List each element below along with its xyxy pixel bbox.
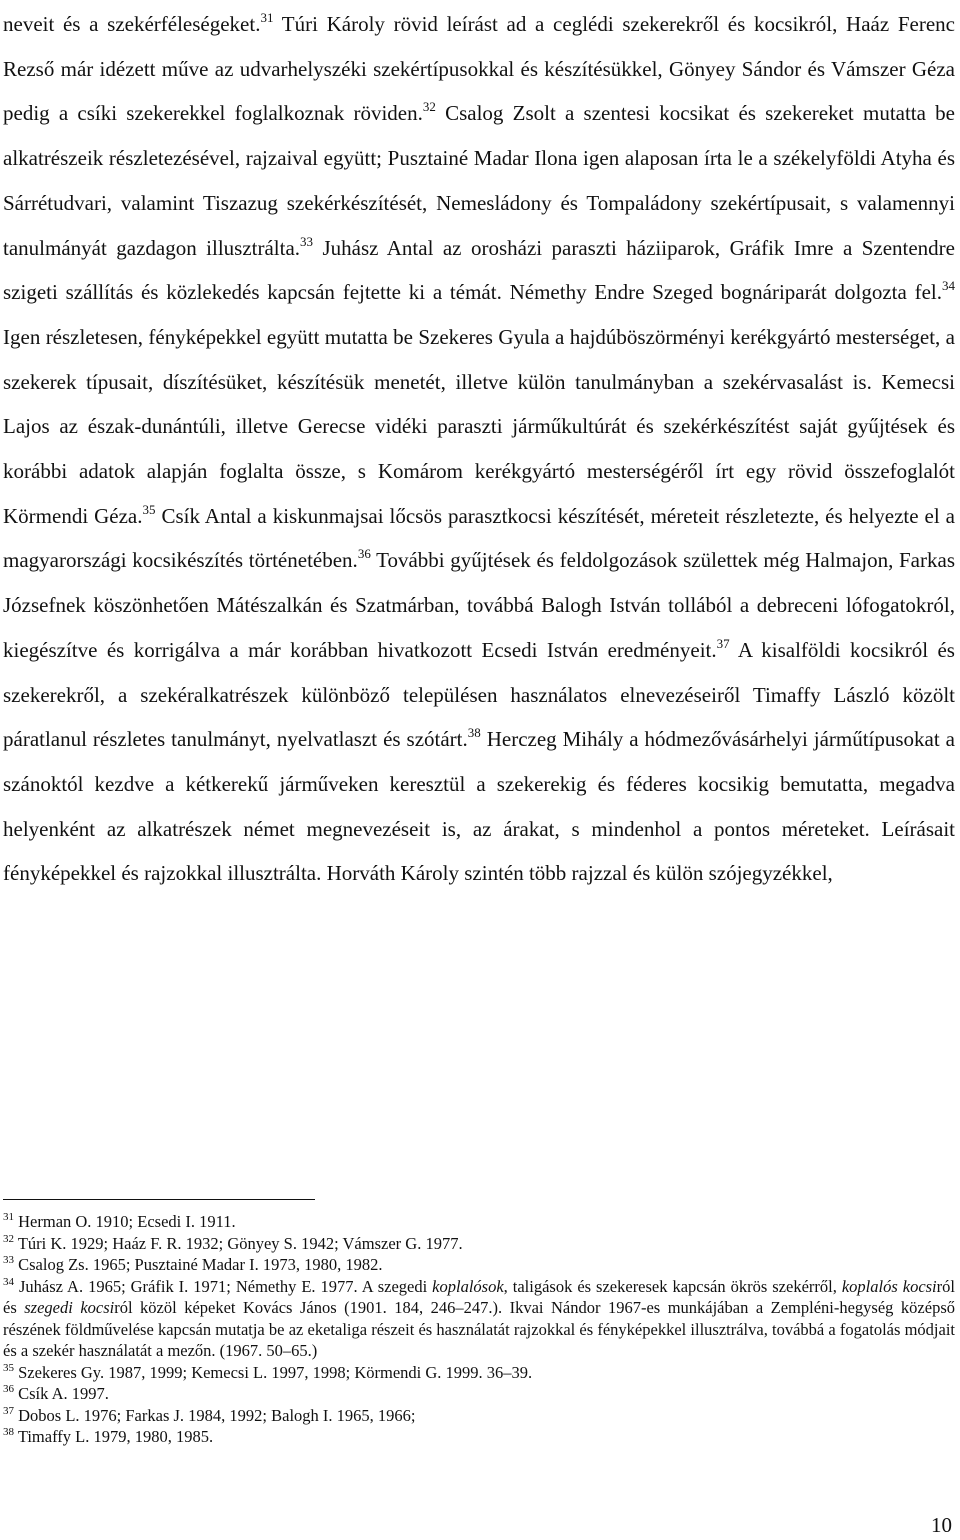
footnote-text: Timaffy L. 1979, 1980, 1985. — [14, 1427, 214, 1446]
italic-term: szegedi kocsi — [24, 1298, 115, 1317]
footnote-number: 32 — [3, 1232, 14, 1245]
footnote-number: 36 — [3, 1383, 14, 1395]
footnote-ref-33[interactable]: 33 — [300, 233, 314, 249]
footnote-number: 34 — [3, 1275, 14, 1288]
footnote-text: Csalog Zs. 1965; Pusztainé Madar I. 1973, 1980, 1982. — [14, 1255, 383, 1274]
footnote-ref-31[interactable]: 31 — [260, 10, 274, 25]
footnote-38 — [3, 1426, 955, 1448]
body-paragraph — [3, 2, 955, 896]
footnote-ref-37[interactable]: 37 — [716, 635, 730, 651]
footnote-number: 33 — [3, 1254, 14, 1266]
footnote-separator — [3, 1199, 315, 1200]
footnotes-section — [3, 1211, 955, 1448]
footnote-text: ról közöl képeket Kovács János (1901. 184, 246–247.). Ikvai Nándor 1967-es munkájában a Zempléni-hegység középső részének földművelése kapcsán mutatja be az eketaliga részeit és használatát rajzokkal és fényképekkel illusztrálva, továbbá a fogatolás módjait és a szekér használatát a mezőn. (1967. 50–65.) — [3, 1298, 955, 1360]
footnote-33 — [3, 1254, 955, 1276]
footnote-34 — [3, 1276, 955, 1362]
text-run: A kisalföldi kocsikról és szekerekről, a szekéralkatrészek különböző településen használatos elnevezéseiről Timaffy László közölt páratlanul részletes tanulmányt, nyelvatlaszt és szótárt. — [3, 637, 955, 752]
main-text — [3, 2, 955, 896]
footnote-ref-38[interactable]: 38 — [467, 725, 481, 741]
text-run: Igen részletesen, fényképekkel együtt mutatta be Szekeres Gyula a hajdúböszörményi kerékgyártó mesterséget, a szekerek típusait, díszítésüket, készítésük menetét, illetve külön tanulmányban a szekérvasalást is. Kemecsi Lajos az észak-dunántúli, illetve Gerecse vidéki paraszti járműkultúrát és szekérkészítést saját gyűjtések és korábbi adatok alapján foglalta össze, s Komárom kerékgyártó mesterségéről írt egy rövid összefoglalót Körmendi Géza. — [3, 324, 955, 528]
text-run: neveit és a szekérféleségeket. — [3, 12, 261, 36]
footnote-text: Túri K. 1929; Haáz F. R. 1932; Gönyey S. 1942; Vámszer G. 1977. — [14, 1233, 463, 1253]
footnote-number: 31 — [3, 1211, 14, 1223]
footnote-32 — [3, 1233, 955, 1255]
footnote-ref-34[interactable]: 34 — [942, 278, 955, 294]
text-run: Juhász Antal az orosházi paraszti háziiparok, Gráfik Imre a Szentendre szigeti szállítás és közlekedés kapcsán fejtette ki a témát. Némethy Endre Szeged bognáriparát dolgozta fel. — [3, 235, 955, 305]
footnote-text: Dobos L. 1976; Farkas J. 1984, 1992; Balogh I. 1965, 1966; — [14, 1405, 416, 1425]
footnote-ref-32[interactable]: 32 — [422, 99, 436, 115]
text-run: Herczeg Mihály a hódmezővásárhelyi járműtípusokat a szánoktól kezdve a kétkerekű járműveken keresztül a szekerekig és féderes kocsikig bemutatta, megadva helyenként az alkatrészek német megnevezéseit is, az árakat, s mindenhol a pontos méreteket. Leírásait fényképekkel és rajzokkal illusztrálta. Horváth Károly szintén több rajzzal és külön szójegyzékkel, — [3, 727, 955, 886]
text-run: További gyűjtések és feldolgozások születtek még Halmajon, Farkas Józsefnek köszönhetően Mátészalkán és Szatmárban, továbbá Balogh István tollából a debreceni lófogatokról, kiegészítve és korrigálva a már korábban hivatkozott Ecsedi István eredményeit. — [3, 548, 955, 662]
footnote-number: 38 — [3, 1426, 14, 1438]
text-run: Csalog Zsolt a szentesi kocsikat és szekereket mutatta be alkatrészeik részletezésével, rajzaival együtt; Pusztainé Madar Ilona igen alaposan írta le a székelyföldi Atyha és Sárrétudvari, valamint Tiszazug szekérkészítését, Nemesládony és Tompaládony szekértípusait, s valamennyi tanulmányát gazdagon illusztrálta. — [3, 101, 955, 260]
footnote-number: 37 — [3, 1404, 14, 1417]
italic-term: koplalósok — [432, 1276, 504, 1296]
footnote-31 — [3, 1211, 955, 1233]
footnote-ref-35[interactable]: 35 — [142, 501, 156, 517]
italic-term: koplalós kocsi — [841, 1276, 937, 1296]
footnote-number: 35 — [3, 1361, 14, 1374]
footnote-35 — [3, 1362, 955, 1384]
footnote-36 — [3, 1383, 955, 1405]
footnote-ref-36[interactable]: 36 — [357, 546, 371, 562]
footnote-text: Herman O. 1910; Ecsedi I. 1911. — [14, 1212, 236, 1231]
footnote-text: ról és — [3, 1276, 955, 1317]
text-run: Túri Károly rövid leírást ad a ceglédi szekerekről és kocsikról, Haáz Ferenc Rezső már idézett műve az udvarhelyszéki szekértípusokkal és készítésükkel, Gönyey Sándor és Vámszer Géza pedig a csíki szekerekkel foglalkoznak röviden. — [3, 12, 955, 126]
footnote-text: Csík A. 1997. — [14, 1384, 109, 1403]
footnote-text: Szekeres Gy. 1987, 1999; Kemecsi L. 1997, 1998; Körmendi G. 1999. 36–39. — [14, 1362, 533, 1382]
page-number: 10 — [931, 1513, 952, 1537]
footnote-37 — [3, 1405, 955, 1427]
footnote-text: , taligások és szekeresek kapcsán ökrös szekérről, — [503, 1276, 842, 1296]
text-run: Csík Antal a kiskunmajsai lőcsös parasztkocsi készítését, méreteit részletezte, és helyezte el a magyarországi kocsikészítés történetében. — [3, 503, 955, 573]
footnote-text: Juhász A. 1965; Gráfik I. 1971; Némethy E. 1977. A szegedi — [14, 1276, 433, 1296]
